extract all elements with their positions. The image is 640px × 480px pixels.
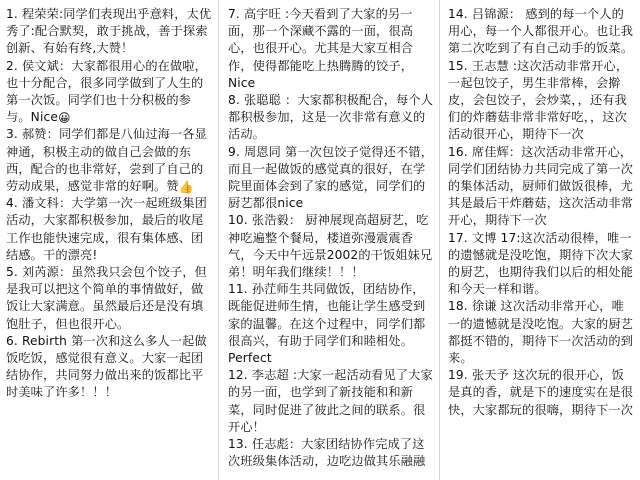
entry-text: 3. 郝赞：同学们都是八仙过海一各显神通，积极主动的做自己会做的东西，配合的也非常好，尝到了自己的劳动成果，感觉非常的好啊。赞: [6, 127, 208, 194]
entry-text: 9. 周恩同 第一次包饺子觉得还不错，而且一起做饭的感觉真的很好，在学院里面体会到了家的感觉，同学们的厨艺都很nice: [228, 144, 434, 211]
entry-text: 6. Rebirth 第一次和这么多人一起做饭吃饭，感觉很有意义。大家一起团结协作，共同努力做出来的饭都比平时美味了许多！！！: [6, 333, 207, 400]
entry-text: 14. 吕锦源： 感到的每一个人的用心，每一个人都很开心。也让我第二次吃到了有自己动手的饭菜。: [448, 7, 634, 56]
entry-12: [228, 367, 434, 436]
entry-16: [448, 144, 636, 230]
entry-10: [228, 212, 434, 281]
entry-text: 11. 孙茳师生共同做饭，团结协作，既能促进师生情，也能让学生感受到家的温馨。在这个过程中，同学们都很高兴，有助于同学们和睦相处。Perfect: [228, 282, 426, 366]
entry-text: 16. 席佳辉：这次活动非常开心，同学们团结协力共同完成了第一次的集体活动，厨师们做饭很棒，尤其是最后干炸蘑菇，这次活动非常开心，期待下一次: [448, 144, 634, 228]
entry-text: 2. 侯文斌：大家都很用心的在做啦，也十分配合，很多同学做到了人生的第一次饭。同学们也十分积极的参与。Nice: [6, 58, 208, 125]
entry-9: [228, 144, 434, 213]
entry-17: [448, 230, 636, 299]
entry-18: [448, 298, 636, 367]
column-middle: [228, 6, 434, 474]
column-divider: [218, 0, 219, 480]
entry-text: 10. 张浩毅： 厨神展现高超厨艺，吃神吃遍整个餐局，楼道弥漫震震香气，今天中午远景2002的干饭姐妹兄弟！明年我们继续！！！: [228, 213, 433, 280]
entry-text: 4. 潘文科：大学第一次一起班级集团活动，大家都积极参加，最后的收尾工作也能快速完成，很有集体感、团结感。干的漂亮!: [6, 196, 208, 262]
entry-5: [6, 264, 212, 333]
column-left: [6, 6, 212, 474]
entry-15: [448, 58, 636, 144]
column-right: [448, 6, 636, 474]
entry-7: [228, 6, 434, 92]
entry-text: 15. 王志慧 :这次活动非常开心，一起包饺子，男生非常棒，会擀皮，会包饺子，会炒菜，，还有我们的炸蘑菇非常非常好吃，，这次活动很开心，期待下一次: [448, 58, 629, 142]
entry-text: 8. 张聪聪 ：大家都积极配合，每个人都积极参加，这是一次非常有意义的活动。: [228, 93, 434, 142]
column-divider: [439, 0, 440, 480]
entry-text: 7. 高宇旺 :今天看到了大家的另一面，那一个深藏不露的一面，很高心，也很开心。尤其是大家互相合作，使得都能吃上热腾腾的饺子，Nice: [228, 7, 414, 90]
thumbs-up-emoji-icon: 👍: [178, 180, 194, 195]
entry-text: 17. 文博 17:这次活动很棒，唯一的遗憾就是没吃饱，期待下次大家的厨艺，也期待我们以后的相处能和今天一样和谐。: [448, 230, 634, 297]
entry-text: 13. 任志彪：大家团结协作完成了这次班级集体活动，边吃边做其乐融融: [228, 437, 426, 469]
entry-text: 12. 李志超 :大家一起活动看见了大家的另一面，也学到了新技能和和新菜，同时促进了彼此之间的联系。很开心！: [228, 368, 433, 434]
entry-14: [448, 6, 636, 58]
entry-text: 19. 张天予 这次玩的很开心，饭是真的香，就是下的速度实在是很快，大家都玩的很嗨，期待下一次: [448, 368, 634, 417]
entry-text: 18. 徐谦 这次活动非常开心，唯一的遗憾就是没吃饱。大家的厨艺都挺不错的，期待下一次活动的到来。: [448, 299, 634, 366]
entry-3: [6, 126, 212, 195]
entry-19: [448, 367, 636, 419]
entry-4: [6, 195, 212, 264]
entry-13: [228, 436, 434, 470]
entry-text: 5. 刘芮源：虽然我只会包个饺子，但是我可以把这个简单的事情做好，做饭让大家满意。虽然最后还是没有填饱肚子，但也很开心。: [6, 265, 208, 331]
entry-8: [228, 92, 434, 144]
entry-6: [6, 333, 212, 402]
entry-text: 1. 程荣荣:同学们表现出乎意料，太优秀了:配合默契，敢于挑战，善于探索创新、有始有终,大赞！: [6, 7, 212, 56]
smile-emoji-icon: 😀: [57, 111, 71, 126]
entry-11: [228, 281, 434, 367]
entry-2: [6, 58, 212, 127]
entry-1: [6, 6, 212, 58]
